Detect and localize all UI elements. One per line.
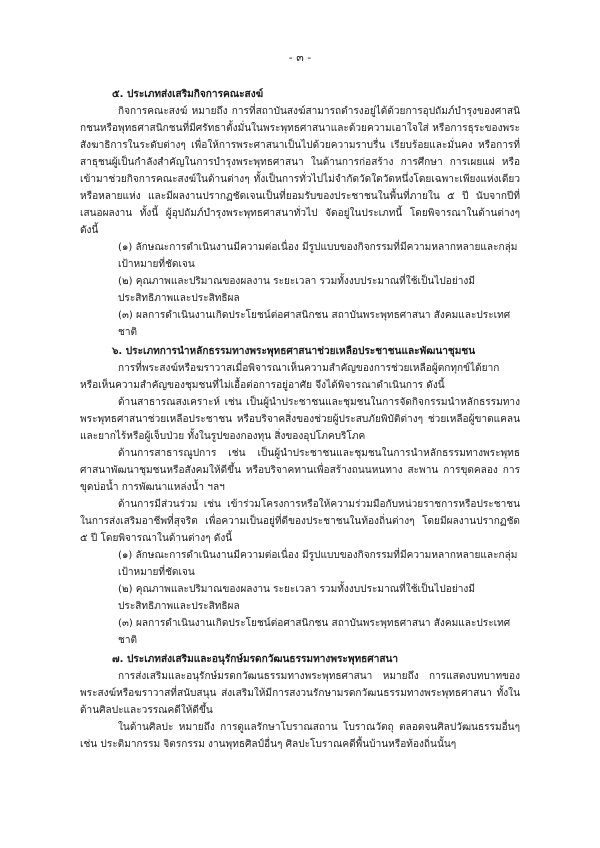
section-5-paragraph: กิจการคณะสงฆ์ หมายถึง การที่สถาบันสงฆ์สามารถดำรงอยู่ได้ด้วยการอุปถัมภ์บำรุงของศาสนิกชนหรือพุทธศาสนิกชนที่มีศรัทธาตั้งมั่นในพระพุทธศาสนาและด้วยความเอาใจใส่ หรือการธุระของพระสังฆาธิการในระดับต่างๆ เพื่อให้การพระศาสนาเป็นไปด้วยความราบรื่น เรียบร้อยและมั่นคง หรือการที่สาธุชนผู้เป็นกำลังสำคัญในการบำรุงพระพุทธศาสนา ในด้านการก่อสร้าง การศึกษา การเผยแผ่ หรือเข้ามาช่วยกิจการคณะสงฆ์ในด้านต่างๆ ทั้งเป็นการทั่วไปไม่จำกัดวัดใดวัดหนึ่งโดยเฉพาะเพียงแห่งเดียวหรือหลายแห่ง และมีผลงานปรากฏชัดเจนเป็นที่ยอมรับของประชาชนในพื้นที่ภายใน ๕ ปี นับจากปีที่เสนอผลงาน ทั้งนี้ ผู้อุปถัมภ์บำรุงพระพุทธศาสนาทั่วไป จัดอยู่ในประเภทนี้ โดยพิจารณาในด้านต่างๆ ดังนี้ [80, 106, 520, 236]
section-5 [80, 86, 520, 341]
section-5-item-3: (๓) ผลการดำเนินงานเกิดประโยชน์ต่อศาสนิกชน สถาบันพระพุทธศาสนา สังคมและประเทศชาติ [118, 310, 511, 338]
section-6 [80, 343, 520, 649]
section-7-paragraph-1: การส่งเสริมและอนุรักษ์มรดกวัฒนธรรมทางพระพุทธศาสนา หมายถึง การแสดงบทบาทของพระสงฆ์หรือฆราวาสที่สนับสนุน ส่งเสริมให้มีการสงวนรักษามรดกวัฒนธรรมทางพระพุทธศาสนา ทั้งในด้านศิลปะและวรรณคดีให้ดีขึ้น [80, 671, 520, 716]
section-7 [80, 651, 520, 753]
section-7-paragraph-2: ในด้านศิลปะ หมายถึง การดูแลรักษาโบราณสถาน โบราณวัตถุ ตลอดจนศิลปวัฒนธรรมอื่นๆ เช่น ประติมากรรม จิตรกรรม งานพุทธศิลป์อื่นๆ ศิลปะโบราณคดีพื้นบ้านหรือท้องถิ่นนั้นๆ [80, 722, 520, 750]
section-6-paragraph-4: ด้านการมีส่วนร่วม เช่น เข้าร่วมโครงการหรือให้ความร่วมมือกับหน่วยราชการหรือประชาชนในการส่งเสริมอาชีพที่สุจริต เพื่อความเป็นอยู่ที่ดีของประชาชนในท้องถิ่นต่างๆ โดยมีผลงานปรากฏชัด ๕ ปี โดยพิจารณาในด้านต่างๆ ดังนี้ [80, 499, 520, 544]
page-number: - ๓ - [288, 51, 312, 64]
section-6-item-1: (๑) ลักษณะการดำเนินงานมีความต่อเนื่อง มีรูปแบบของกิจกรรมที่มีความหลากหลายและกลุ่มเป้าหมายที่ชัดเจน [118, 550, 518, 578]
page-content [80, 86, 520, 753]
section-6-paragraph-2: ด้านสาธารณสงเคราะห์ เช่น เป็นผู้นำประชาชนและชุมชนในการจัดกิจกรรมนำหลักธรรมทางพระพุทธศาสนาช่วยเหลือประชาชน หรือบริจาคสิ่งของช่วยผู้ประสบภัยพิบัติต่างๆ ช่วยเหลือผู้ขาดแคลนและยากไร้หรือผู้เจ็บป่วย ทั้งในรูปของกองทุน สิ่งของอุปโภคบริโภค [80, 397, 520, 442]
section-6-paragraph-3: ด้านการสาธารณูปการ เช่น เป็นผู้นำประชาชนและชุมชนในการนำหลักธรรมทางพระพุทธศาสนาพัฒนาชุมชนหรือสังคมให้ดีขึ้น หรือบริจาคทานเพื่อสร้างถนนหนทาง สะพาน การขุดคลอง การขุดบ่อน้ำ การพัฒนาแหล่งน้ำ ฯลฯ [80, 448, 520, 493]
section-5-item-2: (๒) คุณภาพและปริมาณของผลงาน ระยะเวลา รวมทั้งงบประมาณที่ใช้เป็นไปอย่างมีประสิทธิภาพและประสิทธิผล [118, 276, 476, 304]
section-5-heading: ๕. ประเภทส่งเสริมกิจการคณะสงฆ์ [112, 89, 264, 100]
section-7-heading: ๗. ประเภทส่งเสริมและอนุรักษ์มรดกวัฒนธรรมทางพระพุทธศาสนา [112, 654, 399, 665]
section-6-heading: ๖. ประเภทการนำหลักธรรมทางพระพุทธศาสนาช่วยเหลือประชาชนและพัฒนาชุมชน [112, 346, 476, 357]
section-6-item-3: (๓) ผลการดำเนินงานเกิดประโยชน์ต่อศาสนิกชน สถาบันพระพุทธศาสนา สังคมและประเทศชาติ [118, 618, 511, 646]
section-6-item-2: (๒) คุณภาพและปริมาณของผลงาน ระยะเวลา รวมทั้งงบประมาณที่ใช้เป็นไปอย่างมีประสิทธิภาพและประสิทธิผล [118, 584, 476, 612]
section-6-paragraph-1: การที่พระสงฆ์หรือฆราวาสเมื่อพิจารณาเห็นความสำคัญของการช่วยเหลือผู้ตกทุกข์ได้ยาก หรือเห็นความสำคัญของชุมชนที่ไม่เอื้อต่อการอยู่อาศัย จึงได้พิจารณาดำเนินการ ดังนี้ [80, 363, 500, 391]
section-5-item-1: (๑) ลักษณะการดำเนินงานมีความต่อเนื่อง มีรูปแบบของกิจกรรมที่มีความหลากหลายและกลุ่มเป้าหมายที่ชัดเจน [118, 242, 518, 270]
